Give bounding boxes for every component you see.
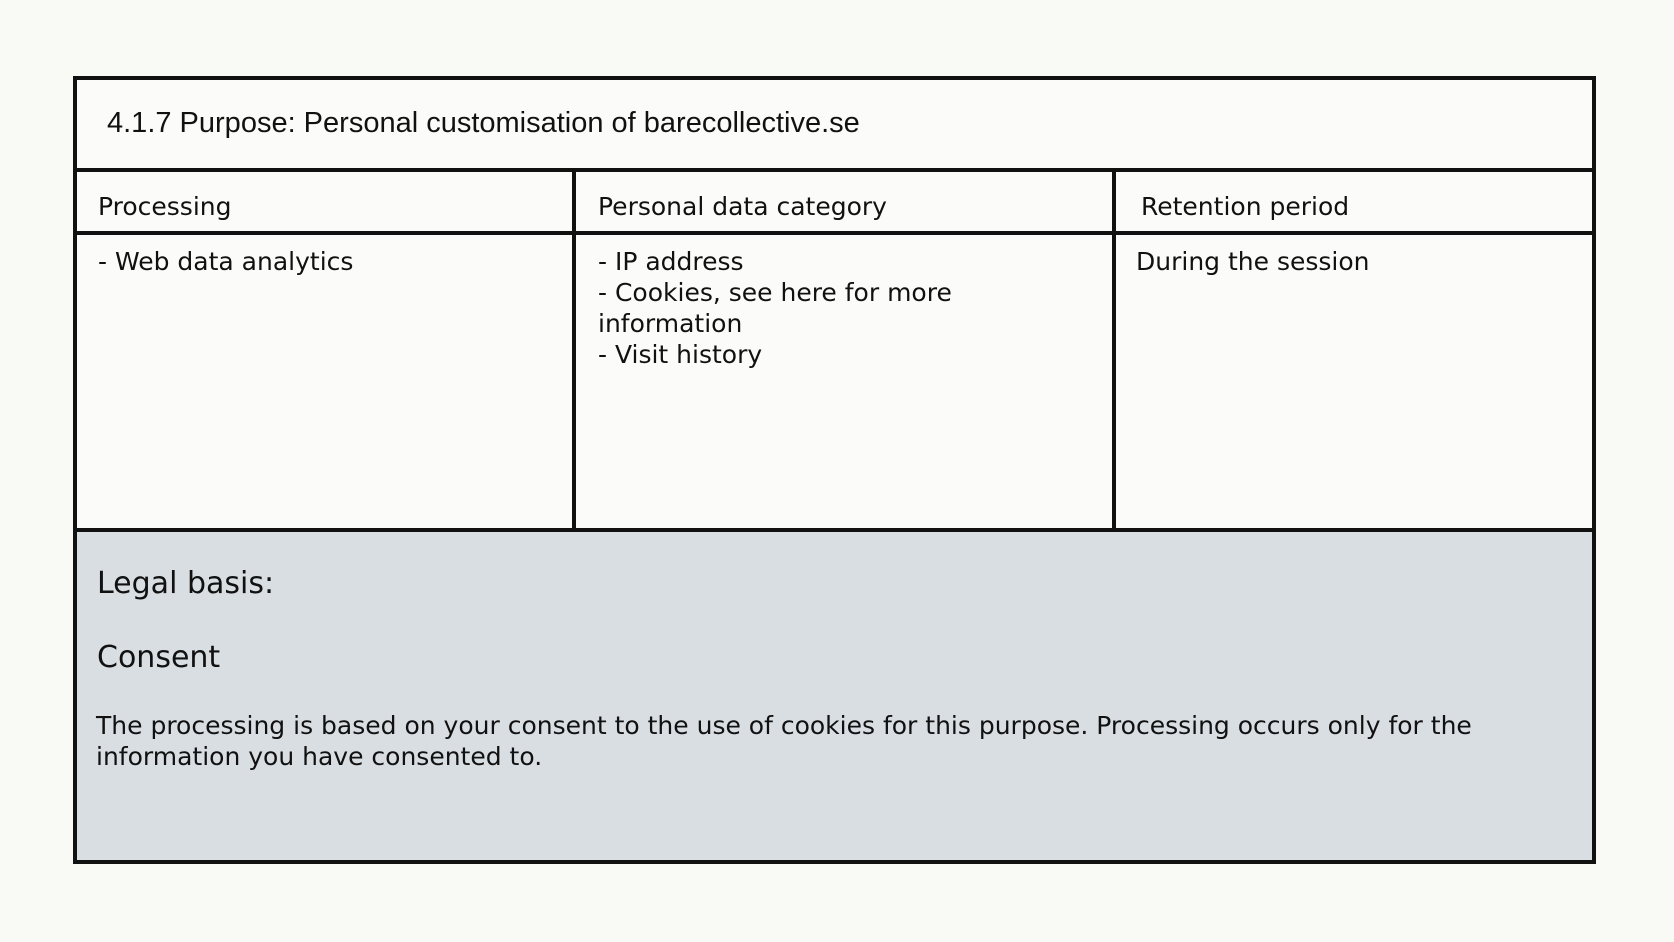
purpose-table: [73, 76, 1596, 864]
list-item: - IP address: [598, 247, 744, 276]
list-item: - Web data analytics: [98, 247, 354, 276]
cell-retention-period: [1136, 246, 1370, 277]
list-item: During the session: [1136, 247, 1370, 276]
legal-basis-description: The processing is based on your consent to the use of cookies for this purpose. Processing occurs only for the information you have consented to.: [96, 711, 1472, 771]
table-title: 4.1.7 Purpose: Personal customisation of barecollective.se: [107, 107, 860, 139]
cell-personal-data-category: [598, 246, 952, 370]
column-divider: [1112, 172, 1116, 528]
list-item: - Visit history: [598, 340, 763, 369]
header-personal-data-category: Personal data category: [598, 192, 887, 221]
table-title-row: [77, 80, 1592, 172]
column-divider: [572, 172, 576, 528]
list-item: information: [598, 309, 743, 338]
cell-processing: [98, 246, 353, 277]
legal-basis-heading: Legal basis:: [97, 566, 275, 601]
header-retention-period: Retention period: [1141, 192, 1350, 221]
list-item: - Cookies, see here for more: [598, 278, 952, 307]
table-header-row: [77, 172, 1592, 235]
legal-basis-section: [77, 528, 1592, 860]
header-processing: Processing: [98, 192, 232, 221]
legal-basis-value: Consent: [97, 640, 221, 675]
